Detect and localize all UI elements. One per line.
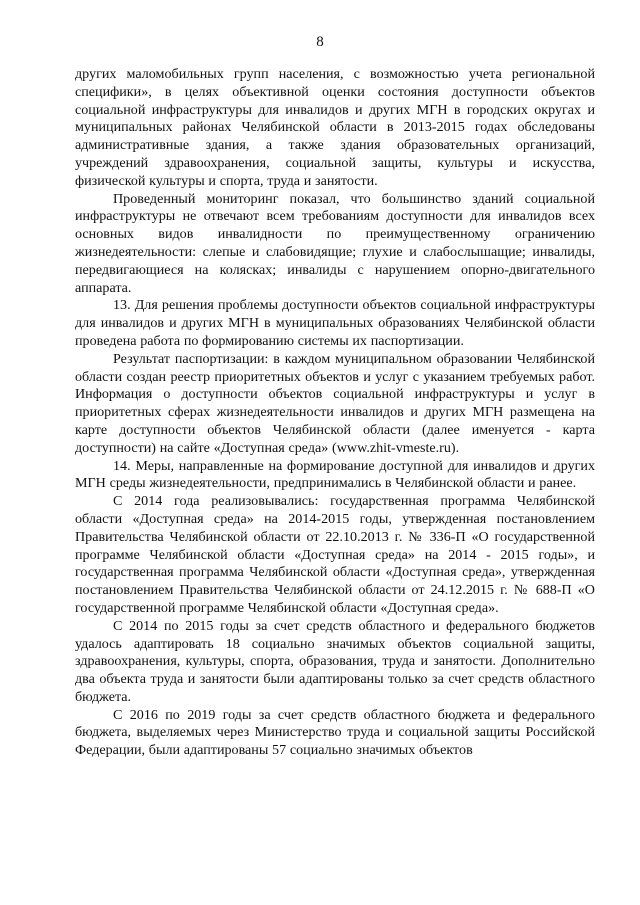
paragraph-item-14: 14. Меры, направленные на формирование доступной для инвалидов и других МГН среды жизнедеятельности, предпринимались в Челябинской области и ранее. xyxy=(75,457,595,492)
page-number: 8 xyxy=(316,34,324,50)
document-body xyxy=(75,66,595,760)
paragraph-continuation: других маломобильных групп населения, с возможностью учета региональной специфики», в целях объективной оценки состояния доступности объектов социальной инфраструктуры для инвалидов и других МГН в городских округах и муниципальных районах Челябинской области в 2013-2015 годах обследованы административные здания, а также здания образовательных организаций, учреждений здравоохранения, социальной защиты, культуры и искусства, физической культуры и спорта, труда и занятости. xyxy=(75,66,595,189)
paragraph-monitoring-results: Проведенный мониторинг показал, что большинство зданий социальной инфраструктуры не отвечают всем требованиям доступности для инвалидов всех основных видов инвалидности по преимущественному ограничению жизнедеятельности: слепые и слабовидящие; глухие и слабослышащие; инвалиды, передвигающиеся на колясках; инвалиды с нарушением опорно-двигательного аппарата. xyxy=(75,190,595,296)
paragraph-item-13: 13. Для решения проблемы доступности объектов социальной инфраструктуры для инвалидов и других МГН в муниципальных образованиях Челябинской области проведена работа по формированию системы их паспортизации. xyxy=(75,297,595,349)
paragraph-adaptation-2014-2015: С 2014 по 2015 годы за счет средств областного и федерального бюджетов удалось адаптировать 18 социально значимых объектов социальной защиты, здравоохранения, культуры, спорта, образования, труда и занятости. Дополнительно два объекта труда и занятости были адаптированы только за счет средств областного бюджета. xyxy=(75,617,595,705)
paragraph-adaptation-2016-2019: С 2016 по 2019 годы за счет средств областного бюджета и федерального бюджета, выделяемых через Министерство труда и социальной защиты Российской Федерации, были адаптированы 57 социально значимых объектов xyxy=(75,706,595,759)
paragraph-programs-2014: С 2014 года реализовывались: государственная программа Челябинской области «Доступная среда» на 2014-2015 годы, утвержденная постановлением Правительства Челябинской области от 22.10.2013 г. № 336-П «О государственной программе Челябинской области «Доступная среда» на 2014 - 2015 годы», и государственная программа Челябинской области «Доступная среда», утвержденная постановлением Правительства Челябинской области от 24.12.2015 г. № 688-П «О государственной программе Челябинской области «Доступная среда». xyxy=(75,493,595,616)
paragraph-passport-results: Результат паспортизации: в каждом муниципальном образовании Челябинской области создан реестр приоритетных объектов и услуг с указанием требуемых работ. Информация о доступности объектов социальной инфраструктуры и услуг в приоритетных сферах жизнедеятельности инвалидов и других МГН размещена на карте доступности объектов Челябинской области (далее именуется - карта доступности) на сайте «Доступная среда» (www.zhit-vmeste.ru). xyxy=(75,350,595,456)
